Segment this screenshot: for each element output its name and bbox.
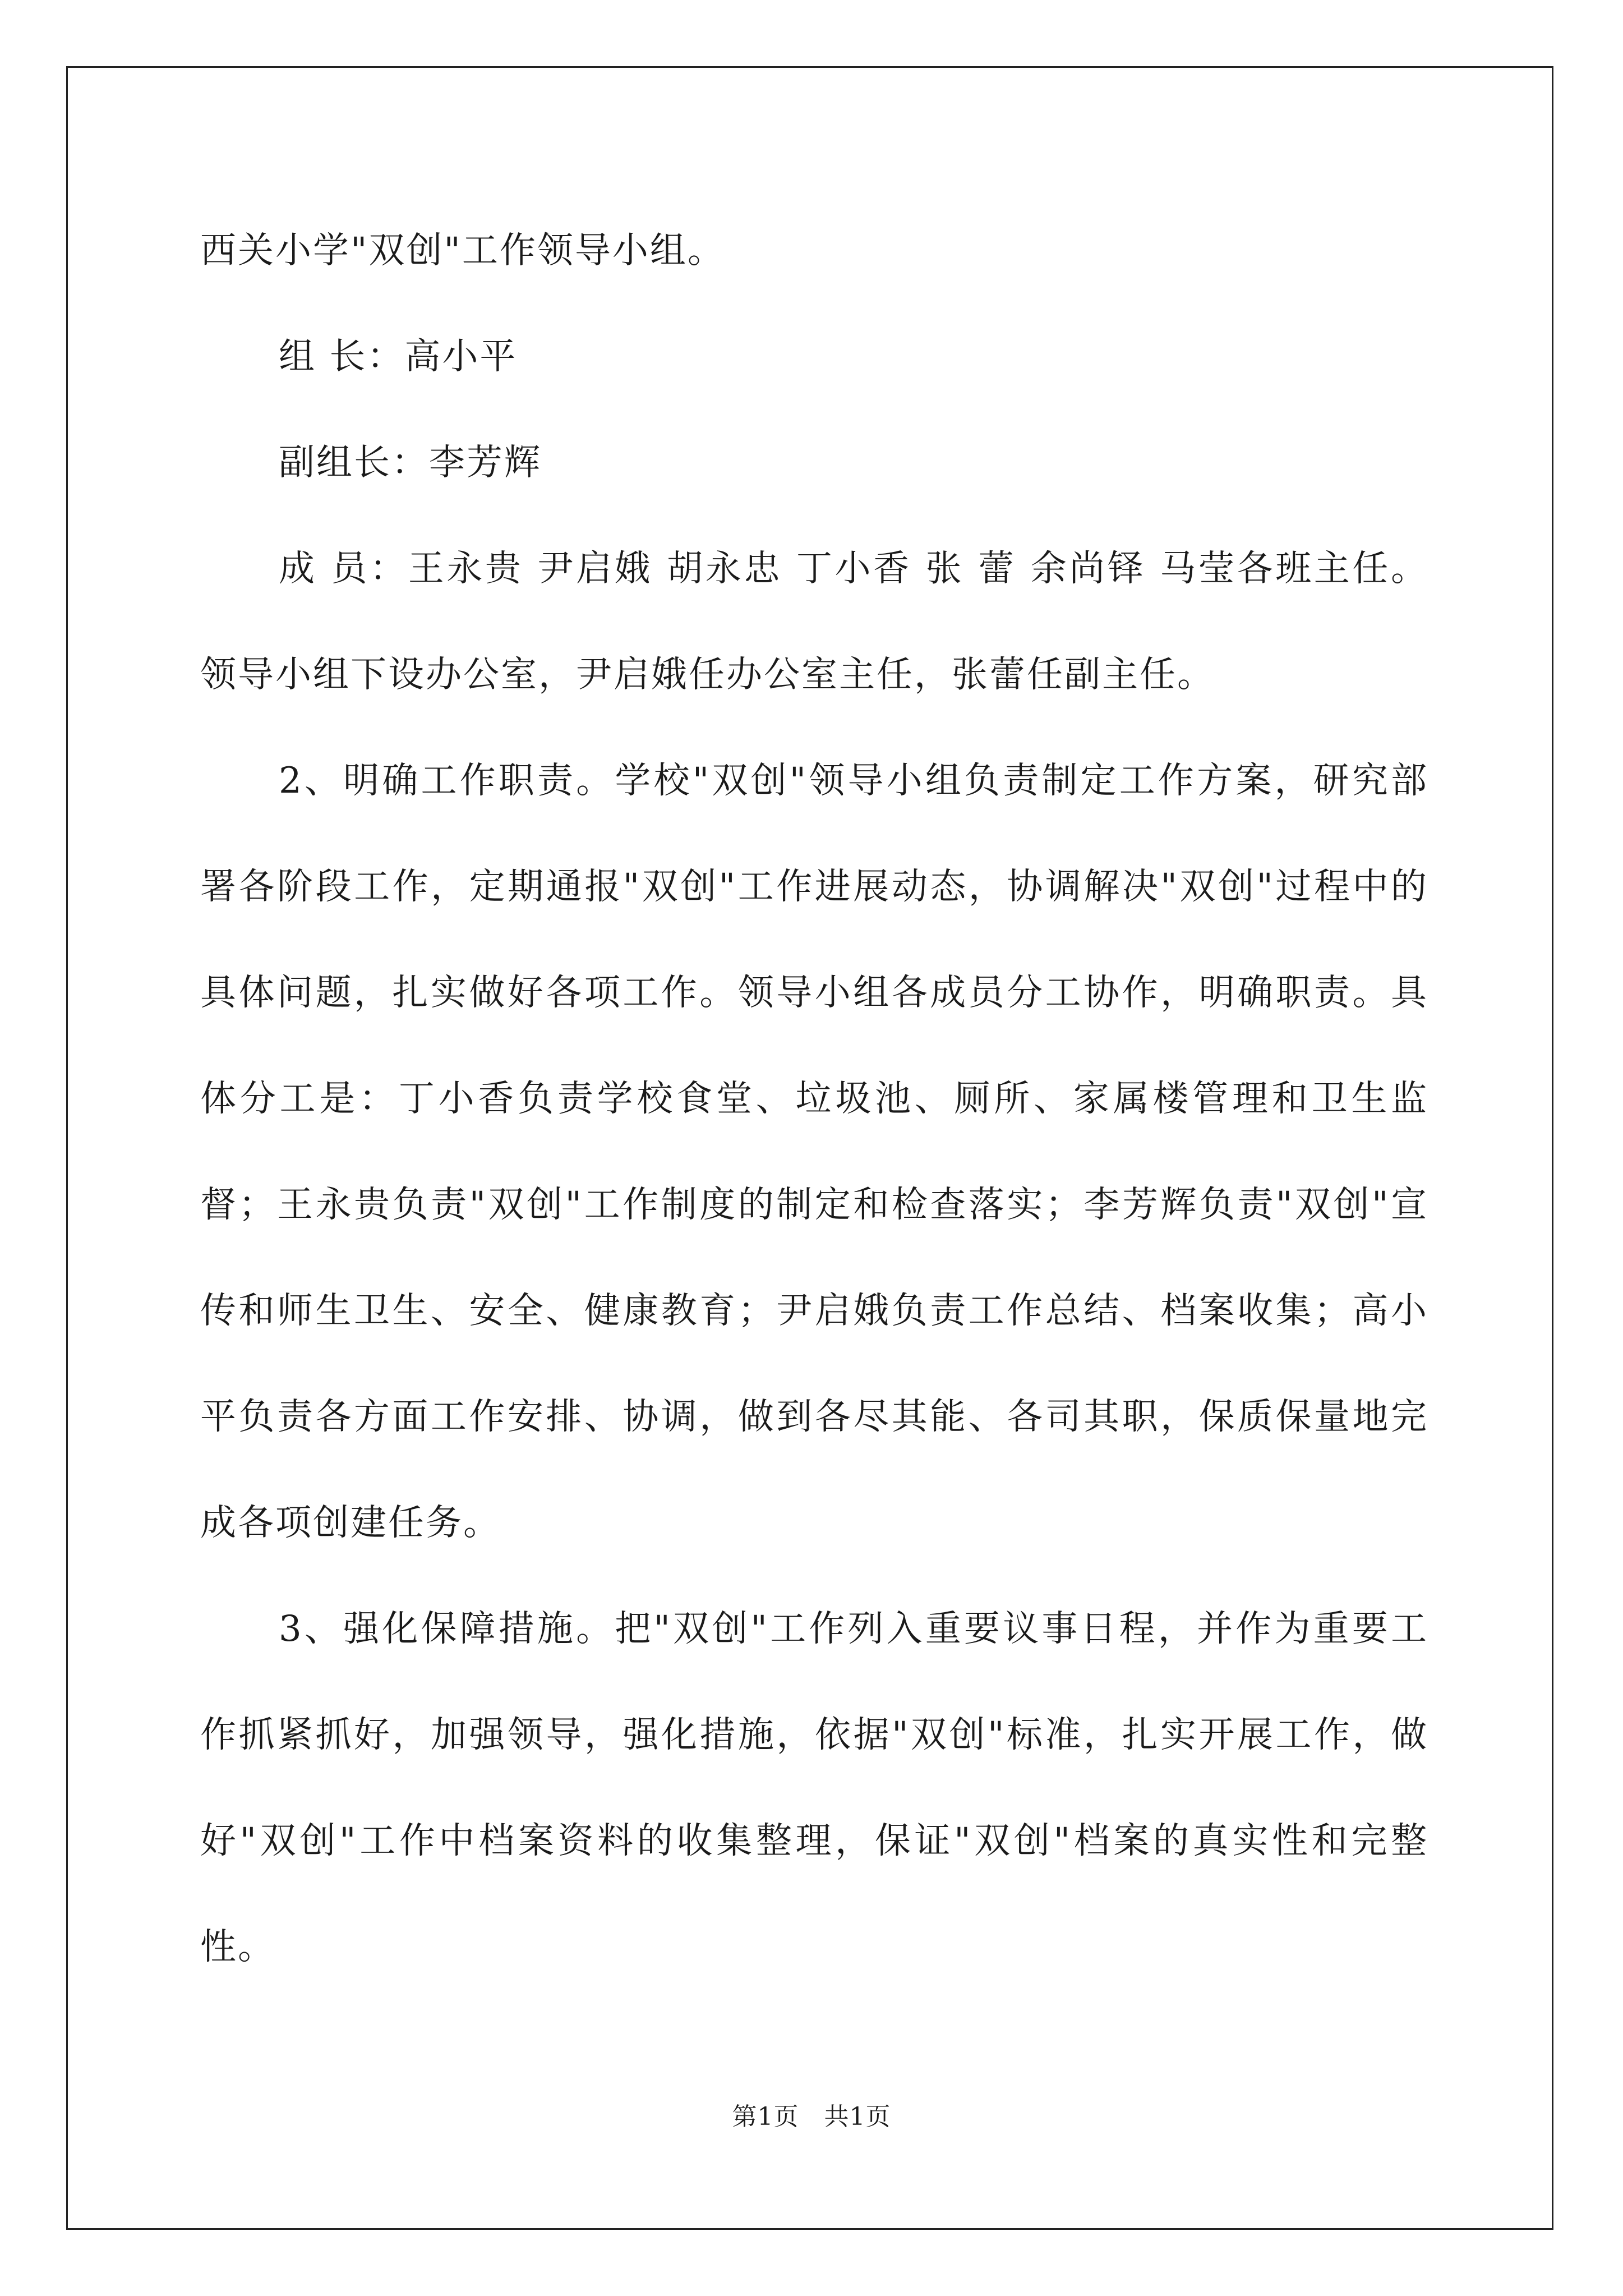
paragraph-group-title: 西关小学"双创"工作领导小组。	[200, 230, 725, 272]
paragraph-leader: 组 长：高小平	[279, 336, 518, 378]
paragraph-responsibilities: 2、明确工作职责。学校"双创"领导小组负责制定工作方案，研究部署各阶段工作，定期通报"双创"工作进展动态，协调解决"双创"过程中的具体问题，扎实做好各项工作。领导小组各成员分工协作，明确职责。具体分工是：丁小香负责学校食堂、垃圾池、厕所、家属楼管理和卫生监督；王永贵负责"双创"工作制度的制定和检查落实；李芳辉负责"双创"宣传和师生卫生、安全、健康教育；尹启娥负责工作总结、档案收集；高小平负责各方面工作安排、协调，做到各尽其能、各司其职，保质保量地完成各项创建任务。	[200, 760, 1428, 1544]
paragraph-safeguards: 3、强化保障措施。把"双创"工作列入重要议事日程，并作为重要工作抓紧抓好，加强领导，强化措施，依据"双创"标准，扎实开展工作，做好"双创"工作中档案资料的收集整理，保证"双创"档案的真实性和完整性。	[200, 1608, 1428, 1968]
document-body	[200, 198, 1428, 2000]
paragraph-members: 成 员：王永贵 尹启娥 胡永忠 丁小香 张 蕾 余尚铎 马莹各班主任。领导小组下设办公室，尹启娥任办公室主任，张蕾任副主任。	[200, 548, 1428, 696]
paragraph-deputy-leader: 副组长：李芳辉	[279, 442, 542, 484]
page-number-footer: 第1页 共1页	[732, 2102, 891, 2131]
